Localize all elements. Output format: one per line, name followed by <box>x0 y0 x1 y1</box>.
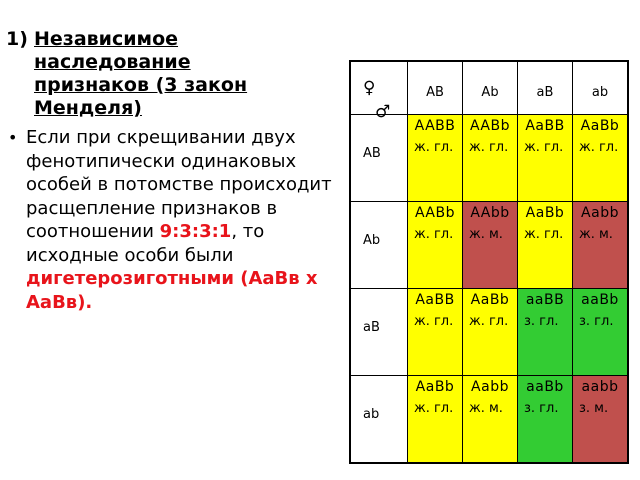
phenotype-label: ж. гл. <box>414 227 454 242</box>
table-row <box>350 376 628 464</box>
phenotype-label: з. гл. <box>524 401 559 416</box>
genotype-label: AaBb <box>580 118 620 134</box>
genotype-cell <box>408 202 463 289</box>
phenotype-label: ж. гл. <box>524 140 564 155</box>
genotype-label: AABb <box>469 118 511 134</box>
genotype-cell <box>463 202 518 289</box>
genotype-label: AaBb <box>415 379 455 395</box>
row-header: ab <box>350 376 408 464</box>
phenotype-label: ж. гл. <box>414 140 454 155</box>
row-header: aB <box>350 289 408 376</box>
genotype-cell <box>573 115 629 202</box>
table-row <box>350 289 628 376</box>
genotype-cell <box>463 289 518 376</box>
genotype-label: AABB <box>414 118 456 134</box>
genotype-cell <box>408 376 463 464</box>
table-row <box>350 202 628 289</box>
genotype-cell <box>408 289 463 376</box>
phenotype-label: з. м. <box>579 401 609 416</box>
genotype-label: AaBb <box>470 292 510 308</box>
phenotype-label: ж. м. <box>469 227 503 242</box>
genotype-label: AaBb <box>525 205 565 221</box>
genotype-label: AAbb <box>470 205 510 221</box>
genotype-label: aabb <box>581 379 619 395</box>
paragraph-text-middle: , то исходные особи были <box>26 221 265 266</box>
female-symbol-icon: ♀ <box>363 78 376 98</box>
phenotype-label: ж. гл. <box>579 140 619 155</box>
column-header: AB <box>408 61 463 115</box>
heading-title: Независимое наследование признаков (3 закон Менделя) <box>34 28 248 119</box>
bullet-icon: • <box>8 128 18 147</box>
section-heading <box>6 28 336 120</box>
genotype-cell <box>463 376 518 464</box>
genotype-label: AaBB <box>415 292 455 308</box>
phenotype-label: ж. гл. <box>414 314 454 329</box>
column-header: aB <box>518 61 573 115</box>
phenotype-label: з. гл. <box>524 314 559 329</box>
genotype-cell <box>518 202 573 289</box>
phenotype-label: ж. м. <box>469 401 503 416</box>
row-header: AB <box>350 115 408 202</box>
ratio-highlight: 9:3:3:1 <box>159 221 232 242</box>
column-header: ab <box>573 61 629 115</box>
genotype-label: AaBB <box>525 118 565 134</box>
table-row <box>350 115 628 202</box>
genotype-label: aaBb <box>581 292 619 308</box>
genotype-label: Aabb <box>581 205 619 221</box>
paragraph-text-start: Если при скрещивании двух фенотипически одинаковых особей в потомстве происходит расщепление признаков в соотношении <box>26 127 332 242</box>
phenotype-label: ж. гл. <box>524 227 564 242</box>
male-symbol-icon: ♂ <box>375 102 391 122</box>
row-header: Ab <box>350 202 408 289</box>
genotype-cell <box>573 376 629 464</box>
genotype-cell <box>518 115 573 202</box>
column-header: Ab <box>463 61 518 115</box>
text-block <box>6 28 336 314</box>
genotype-cell <box>573 202 629 289</box>
genotype-cell <box>408 115 463 202</box>
phenotype-label: з. гл. <box>579 314 614 329</box>
heading-number: 1) <box>6 28 28 50</box>
genotype-label: aaBb <box>526 379 564 395</box>
phenotype-label: ж. гл. <box>469 314 509 329</box>
genotype-cell <box>518 289 573 376</box>
punnett-square <box>349 60 629 464</box>
phenotype-label: ж. гл. <box>469 140 509 155</box>
phenotype-label: ж. гл. <box>414 401 454 416</box>
corner-cell <box>350 61 408 122</box>
genotype-cell <box>463 115 518 202</box>
genotype-cell <box>518 376 573 464</box>
genotype-label: aaBB <box>525 292 565 308</box>
genotype-highlight: дигетерозиготными (АаВв х АаВв). <box>26 268 318 313</box>
bullet-paragraph <box>6 126 336 314</box>
genotype-label: Aabb <box>471 379 509 395</box>
genotype-cell <box>573 289 629 376</box>
phenotype-label: ж. м. <box>579 227 613 242</box>
genotype-label: AABb <box>414 205 456 221</box>
